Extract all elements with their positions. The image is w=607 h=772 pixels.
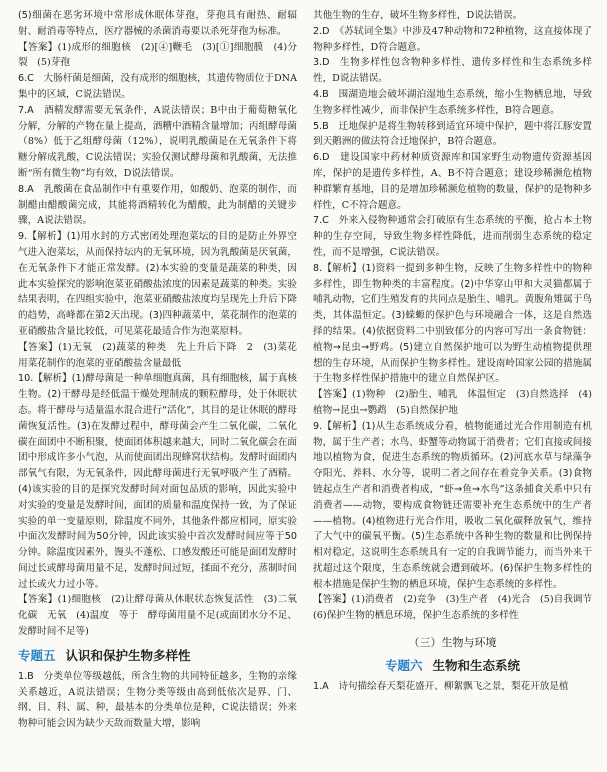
right-column [313, 8, 602, 732]
s5-q6-number: 6. [313, 152, 323, 164]
two-column-layout [18, 8, 602, 732]
q10-number: 10. [18, 373, 34, 385]
s5-q4-item [313, 87, 592, 119]
s5-q5-item [313, 119, 592, 151]
q10-text: 【解析】(1)酵母菌是一种单细胞真菌，具有细胞核，属于真核生物。(2)干酵母是经低温干燥处理制成的颗粒酵母，处于休眠状态。将干酵母与适量温水混合进行“活化”，其目的是让休眠的酵母菌恢复活性。(3)在发酵过程中，酵母菌会产生二氧化碳，二氧化碳在面团中不断积聚，使面团体积越来越大，同时二氧化碳会在面团中形成许多小气泡，从而使面团出现蜂窝状结构。发酵时面团内部氧气有限，为无氧条件，因此酵母菌进行无氧呼吸产生了酒精。(4)该实验的目的是探究发酵时间对面包品质的影响，因此实验中对实验的变量是发酵时间，面团的质量和温度保持一致，为了保证实验的单一变量原则，除温度不同外，其他条件都应相同，原实验中面次发酵时间为50分钟，因此该实验中首次发酵时间应等于50分钟。除温度因素外，馒头不蓬松、口感发酸还可能是面团发酵时间过长或酵母菌用量不足，发酵时间过短，揉面不充分，蒸制时间过长或火力过小等。 [18, 373, 297, 590]
q5-tail-text: (5)细菌在恶劣环境中常形成休眠体芽孢，芽孢具有耐热、耐辐射、耐消毒等特点，医疗器械的杀菌消毒要以杀死芽孢为标准。 [18, 10, 297, 37]
q9-answer: 【答案】(1)无氧 (2)蔬菜的种类 先上升后下降 2 (3)菜花 用菜花制作的泡菜的亚硝酸盐含量最低 [18, 341, 307, 369]
part-3-heading: （三）生物与环境 [408, 636, 497, 650]
q8-item [18, 182, 297, 229]
q7-number: 7. [18, 104, 28, 116]
s5-q8-answer: 【答案】(1)物种 (2)胎生、哺乳 体温恒定 (3)自然选择 (4)植物→昆虫→鹦鹉 (5)自然保护地 [313, 389, 592, 416]
s5-q2-text: 《苏轼词全集》中涉及47种动物和72种植物，这直接体现了物种多样性，D符合题意。 [313, 25, 593, 53]
q9-number: 9. [18, 231, 28, 243]
s5-q8-number: 8. [313, 262, 323, 274]
s5-q9-number: 9. [313, 420, 323, 432]
q6-item [18, 71, 297, 103]
s5-q6-letter: D [322, 152, 330, 164]
q6-letter: C [27, 73, 34, 85]
q7-text: 酒精发酵需要无氧条件，A说法错误；B中由于葡萄糖氧化分解，分解的产物在量上提高，酒糟中酒精含量增加；丙组酵母菌（8%）低于乙组酵母菌（12%），说明乳酸菌是在无氧条件下将糖分解成乳酸，C说法错误；实验仅测试酵母菌和乳酸菌，无法推断“所有微生物”均有效，D说法错误。 [18, 104, 298, 179]
s5-q5-text: 迁地保护是将生物转移到适宜环境中保护，题中将江豚安置到天鹅洲的做法符合迁地保护，B符合题意。 [313, 120, 592, 148]
section-5-tag: 专题五 [18, 647, 56, 663]
s5-q1-item [18, 669, 297, 732]
s5-q3-text: 生物多样性包含物种多样性、遗传多样性和生态系统多样性，D说法错误。 [313, 57, 593, 85]
left-column [18, 8, 307, 732]
s5-q5-letter: B [322, 120, 329, 132]
s5-q4-letter: B [322, 88, 329, 100]
s5-q7-text: 外来入侵物种通常会打破原有生态系统的平衡，抢占本土物种的生存空间，导致生物多样性降低，进而削弱生态系统的稳定性，而不是增强，C说法错误。 [313, 215, 593, 258]
s5-q6-item [313, 150, 592, 213]
s5-q3-number: 3. [313, 57, 323, 69]
s5-q1-letter: B [27, 670, 34, 682]
s5-q3-item [313, 55, 592, 87]
q10-answer: 【答案】(1)细胞核 (2)让酵母菌从休眠状态恢复活性 (3)二氧化碳 无氧 (4)温度 等于 酵母菌用量不足(或面团水分不足、发酵时间不足等) [18, 594, 297, 638]
s5-q1-text: 分类单位等级越低，所含生物的共同特征越多，生物的亲缘关系越近，A说法错误；生物分类等级由高到低依次是界、门、纲、目、科、属、种，最基本的分类单位是种，C说法错误；外来物种可能会因为缺少天敌而数量大增，影响 [18, 670, 297, 730]
q6-text: 大肠杆菌是细菌，没有成形的细胞核，其遗传物质位于DNA集中的区域，C说法错误。 [18, 73, 298, 100]
s6-q1-text: 诗句描绘春天梨花盛开、柳絮飘飞之景，梨花开放是植 [338, 681, 569, 693]
s6-q1-letter: A [322, 681, 329, 693]
q7-letter: A [27, 104, 34, 116]
s5-q1-number: 1. [18, 670, 28, 682]
s5-q7-number: 7. [313, 215, 323, 227]
s6-q1-number: 1. [313, 681, 323, 693]
q10-item [18, 371, 297, 592]
q7-item [18, 103, 297, 182]
s5-q4-text: 围湖造地会破坏湖泊湿地生态系统，缩小生物栖息地，导致生物多样性减少，而非保护生态系统多样性，B符合题意。 [313, 88, 592, 116]
s5-q4-number: 4. [313, 88, 323, 100]
q5-answer: 【答案】(1)成形的细胞核 (2)[④]鞭毛 (3)[①]细胞膜 (4)分裂 (5)芽孢 [18, 41, 297, 69]
s5-q2-number: 2. [313, 25, 323, 37]
section-5-heading [18, 646, 297, 664]
s5-q9-text: 【解析】(1)从生态系统成分看，植物能通过光合作用制造有机物，属于生产者；水鸟、虾蟹等动物属于消费者；它们直接或间接地以植物为食，促进生态系统的物质循环。(2)河底水草与绿藻争夺阳光、养料、水分等，说明二者之间存在着竞争关系。(3)食物链起点生产者和消费者构成，“虾→鱼→水鸟”这条捕食关系中只有消费者——动物，要构成食物链还需要补充生态系统中的生产者——植物。(4)植物进行光合作用，吸收二氧化碳释放氧气，维持了大气中的碳氧平衡。(5)生态系统中各种生物的数量和比例保持相对稳定，这说明生态系统具有一定的自我调节能力，而当外来干扰超过这个限度，生态系统就会遭到破坏。(6)保护生物多样性的根本措施是保护生物的栖息环境，保护生态系统的多样性。 [313, 420, 592, 590]
s5-q8-item [313, 261, 592, 387]
s5-q9-answer: 【答案】(1)消费者 (2)竞争 (3)生产者 (4)光合 (5)自我调节 (6)保护生物的栖息环境，保护生态系统的多样性 [313, 594, 602, 622]
section-5-name: 认识和保护生物多样性 [65, 647, 191, 663]
section-6-heading [313, 656, 592, 674]
q8-letter: A [27, 183, 34, 195]
q9-text: 【解析】(1)用水封的方式密闭处理泡菜坛的目的是防止外界空气进入泡菜坛，从而保持坛内的无氧环境，因为乳酸菌是厌氧菌，在无氧条件下才能正常发酵。(2)本实验的变量是蔬菜的种类，因此本实验探究的影响泡菜亚硝酸盐浓度的因素是蔬菜的种类。实验结果表明，在四组实验中，泡菜亚硝酸盐浓度均呈现先上升后下降的趋势，高峰都在第2天出现。(3)四种蔬菜中，菜花制作的泡菜的亚硝酸盐含量比较低，可见菜花最适合作为泡菜原料。 [18, 231, 297, 337]
section-6-name: 生物和生态系统 [432, 658, 521, 674]
s5-q2-item [313, 24, 592, 56]
q8-number: 8. [18, 183, 28, 195]
s5-q2-letter: D [322, 25, 330, 37]
s5-q3-letter: D [322, 57, 330, 69]
s5-q7-letter: C [322, 215, 329, 227]
s6-q1-item [313, 679, 592, 695]
q6-number: 6. [18, 73, 28, 85]
s5-q7-item [313, 213, 592, 260]
s5-q1-tail: 其他生物的生存，破坏生物多样性，D说法错误。 [313, 10, 523, 21]
s5-q5-number: 5. [313, 120, 323, 132]
q9-item [18, 229, 297, 340]
s5-q6-text: 建设国家中药材种质资源库和国家野生动物遗传资源基因库，保护的是遗传多样性，A、B不符合题意；建设珍稀濒危植物种群繁育基地，目的是增加珍稀濒危植物的数量，保护的是物种多样性，C不符合题意。 [313, 152, 593, 211]
s5-q8-text: 【解析】(1)资料一提到多种生物，反映了生物多样性中的物种多样性，即生物种类的丰富程度。(2)中华穿山甲和大灵猫都属于哺乳动物，它们生殖发育的共同点是胎生、哺乳。黄腹角雉属于鸟类，其体温恒定。(3)蝾螈的保护色与环境融合一体，这是自然选择的结果。(4)依据资料二中别致郁分的内容可写出一条食物链：植物→昆虫→野鸡。(5)建立自然保护地可以为野生动植物提供理想的生存环境，从而保护生物多样性。建设南岭国家公园的措施属于生物多样性保护措施中的建立自然保护区。 [313, 262, 592, 385]
s5-q9-item [313, 419, 592, 593]
q8-text: 乳酸菌在食品制作中有重要作用，如酸奶、泡菜的制作，而制醋由醋酸菌完成，其能将酒精转化为醋酸，此为制醋的关键步骤，A说法错误。 [18, 183, 298, 227]
section-6-tag: 专题六 [384, 658, 423, 674]
